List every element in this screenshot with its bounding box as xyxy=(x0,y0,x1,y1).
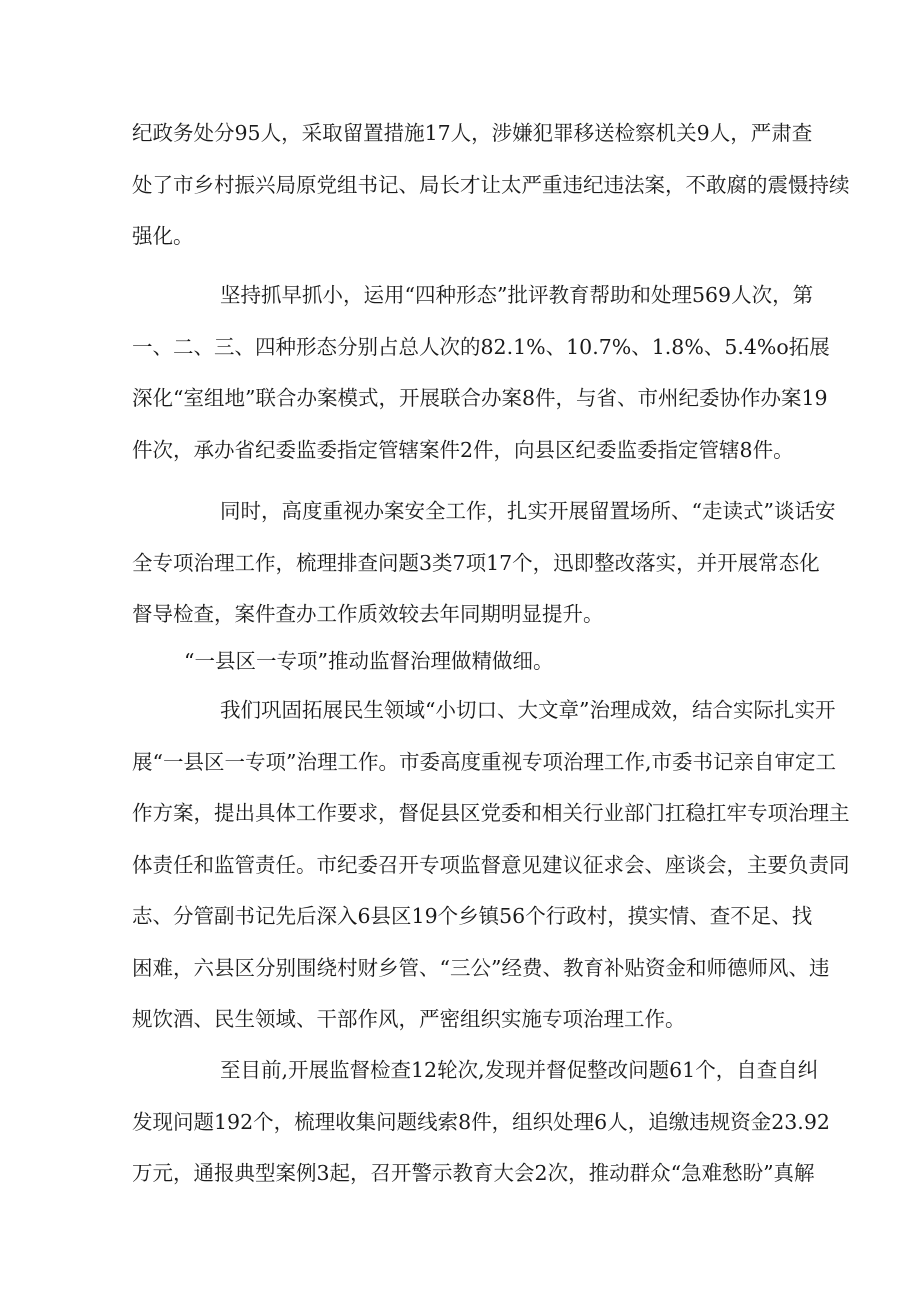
paragraph-3 xyxy=(132,486,836,641)
paragraph-line: 体责任和监管责任。市纪委召开专项监督意见建议征求会、座谈会，主要负责同 xyxy=(132,852,850,877)
paragraph-line: 展“一县区一专项”治理工作。市委高度重视专项治理工作,市委书记亲自审定工 xyxy=(132,749,836,774)
paragraph-line: 深化“室组地”联合办案模式，开展联合办案8件，与省、市州纪委协作办案19 xyxy=(132,386,828,410)
paragraph-line: 件次，承办省纪委监委指定管辖案件2件，向县区纪委监委指定管辖8件。 xyxy=(132,437,794,462)
paragraph-line: 规饮酒、民生领域、干部作风，严密组织实施专项治理工作。 xyxy=(132,1007,686,1031)
paragraph-line: 强化。 xyxy=(132,224,194,248)
paragraph-line: 困难，六县区分别围绕村财乡管、“三公”经费、教育补贴资金和师德师风、违 xyxy=(132,955,830,980)
paragraph-line: 作方案，提出具体工作要求，督促县区党委和相关行业部门扛稳扛牢专项治理主 xyxy=(132,801,850,825)
paragraph-line: 纪政务处分95人，采取留置措施17人，涉嫌犯罪移送检察机关9人，严肃查 xyxy=(132,121,813,145)
paragraph-line: 坚持抓早抓小，运用“四种形态”批评教育帮助和处理569人次，第 xyxy=(220,283,814,307)
section-heading xyxy=(132,636,794,688)
paragraph-line: 志、分管副书记先后深入6县区19个乡镇56个行政村，摸实情、查不足、找 xyxy=(132,904,813,928)
heading-line: “一县区一专项”推动监督治理做精做细。 xyxy=(184,649,554,673)
paragraph-line: 发现问题192个，梳理收集问题线索8件，组织处理6人，追缴违规资金23.92 xyxy=(132,1109,830,1134)
paragraph-line: 一、二、三、四种形态分别占总人次的82.1%、10.7%、1.8%、5.4%o拓展 xyxy=(132,334,830,359)
paragraph-5 xyxy=(132,685,850,1046)
paragraph-line: 处了市乡村振兴局原党组书记、局长才让太严重违纪违法案，不敢腐的震慑持续 xyxy=(132,172,850,197)
paragraph-1 xyxy=(132,108,850,263)
paragraph-line: 全专项治理工作，梳理排查问题3类7项17个，迅即整改落实，并开展常态化 xyxy=(132,550,820,575)
paragraph-line: 督导检查，案件查办工作质效较去年同期明显提升。 xyxy=(132,602,604,626)
paragraph-line: 我们巩固拓展民生领域“小切口、大文章”治理成效，结合实际扎实开 xyxy=(220,698,836,722)
paragraph-line: 万元，通报典型案例3起，召开警示教育大会2次，推动群众“急难愁盼”真解 xyxy=(132,1161,815,1185)
paragraph-line: 至目前,开展监督检查12轮次,发现并督促整改问题61个，自查自纠 xyxy=(220,1058,819,1082)
paragraph-line: 同时，高度重视办案安全工作，扎实开展留置场所、“走读式”谈话安 xyxy=(220,499,836,523)
paragraph-6 xyxy=(132,1045,830,1200)
paragraph-2 xyxy=(132,270,830,476)
